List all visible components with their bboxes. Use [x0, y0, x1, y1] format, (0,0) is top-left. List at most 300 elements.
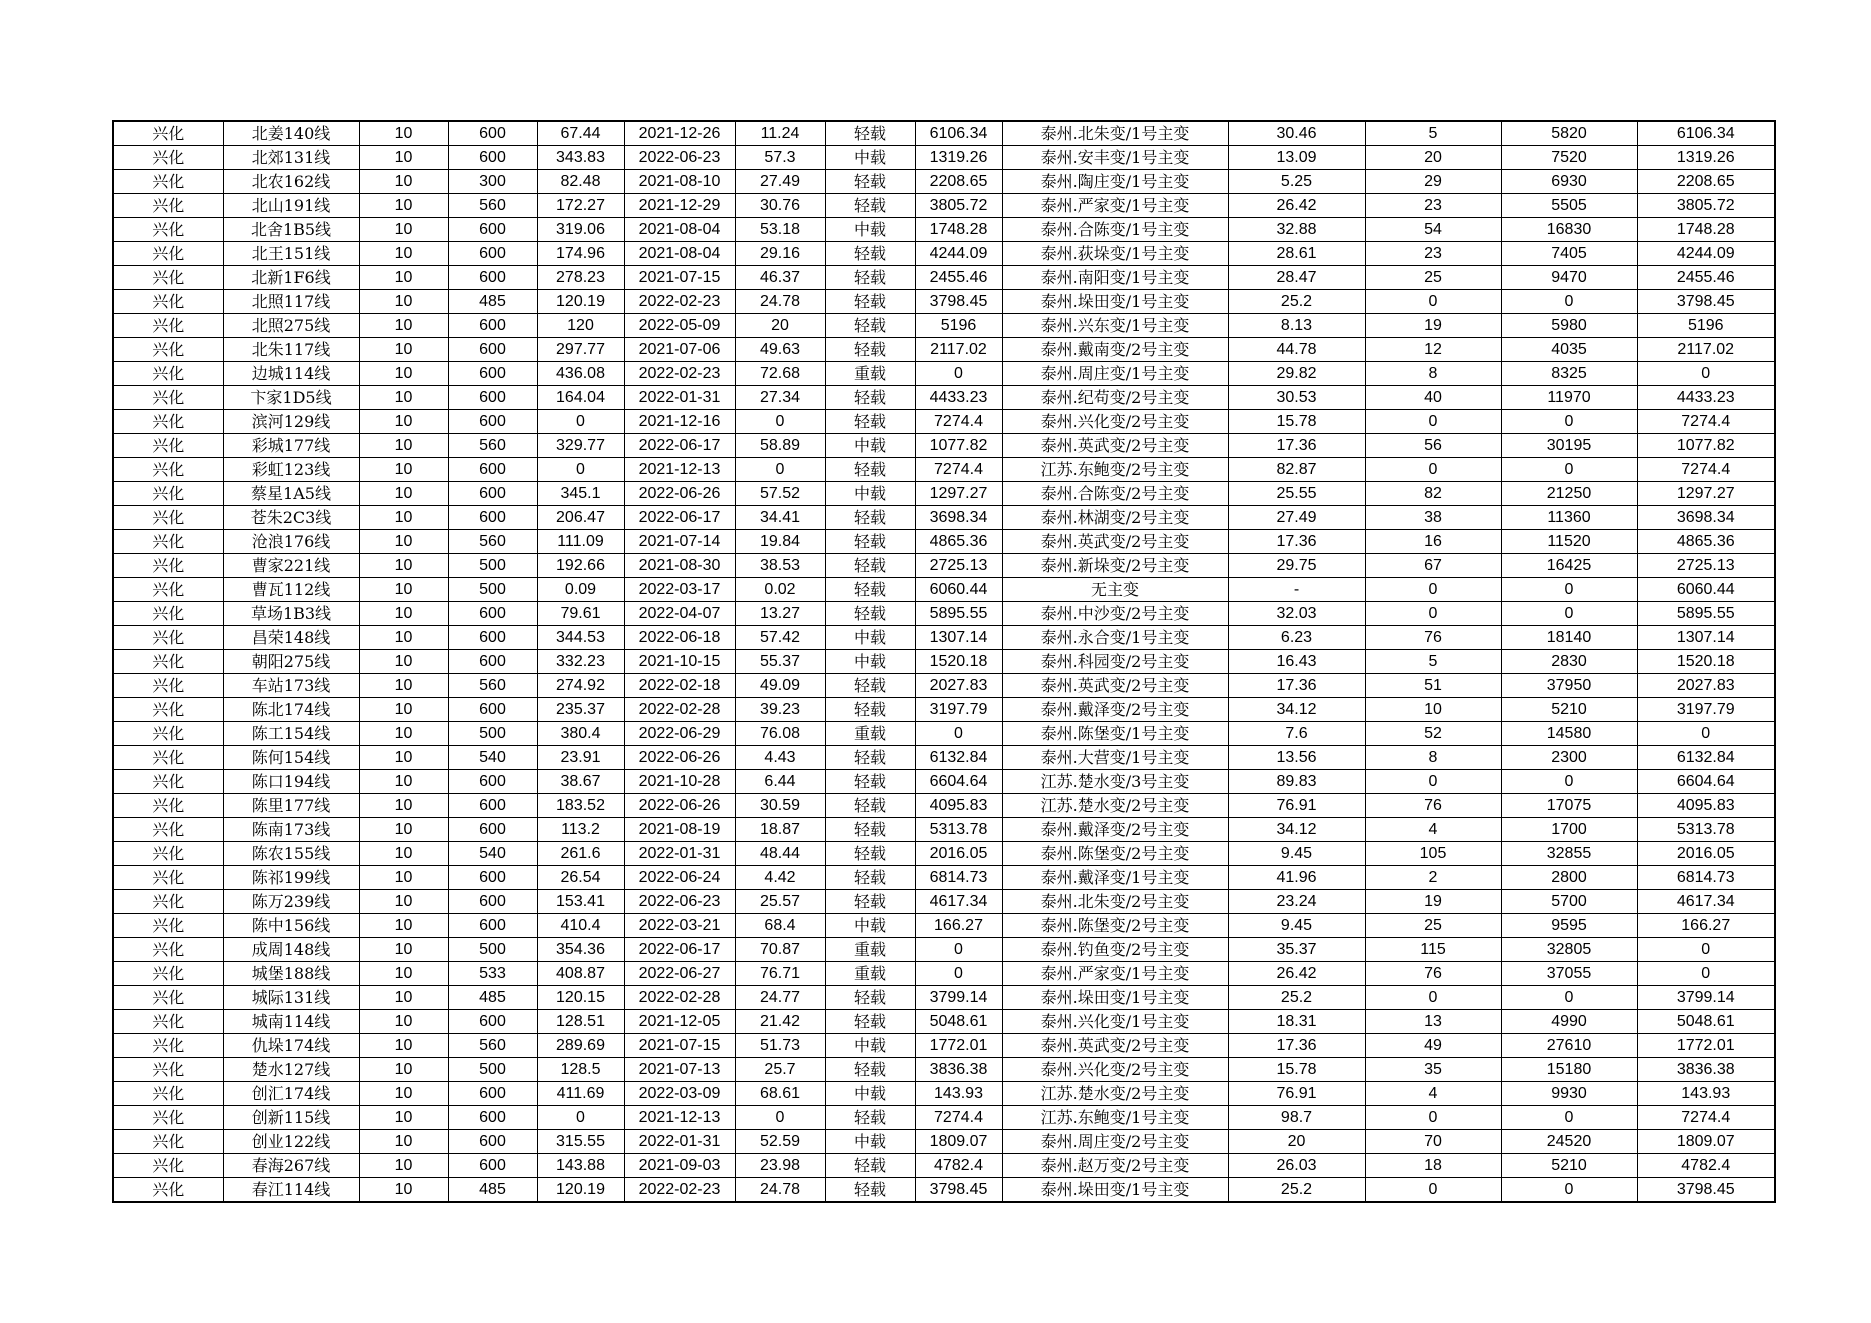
- transformer-load-rate-cell: 13.09: [1228, 146, 1365, 170]
- max-load-cell: 120.15: [537, 986, 624, 1010]
- date-cell: 2021-12-26: [624, 121, 735, 146]
- line-name-cell: 朝阳275线: [223, 650, 359, 674]
- region-cell: 兴化: [113, 626, 223, 650]
- capacity-cell: 500: [448, 722, 537, 746]
- voltage-cell: 10: [359, 962, 448, 986]
- transformer-load-rate-cell: 28.61: [1228, 242, 1365, 266]
- transformer-load-rate-cell: 34.12: [1228, 818, 1365, 842]
- line-name-cell: 成周148线: [223, 938, 359, 962]
- capacity-cell: 600: [448, 218, 537, 242]
- voltage-cell: 10: [359, 121, 448, 146]
- line-name-cell: 边城114线: [223, 362, 359, 386]
- region-cell: 兴化: [113, 266, 223, 290]
- available-capacity-cell: 6814.73: [915, 866, 1002, 890]
- remaining-capacity-cell: 6814.73: [1637, 866, 1775, 890]
- remaining-capacity-cell: 7274.4: [1637, 458, 1775, 482]
- date-cell: 2021-07-13: [624, 1058, 735, 1082]
- region-cell: 兴化: [113, 674, 223, 698]
- load-level-cell: 轻载: [825, 314, 915, 338]
- transformer-cell: 泰州.大营变/1号主变: [1002, 746, 1228, 770]
- transformer-cell: 泰州.合陈变/1号主变: [1002, 218, 1228, 242]
- transformer-load-rate-cell: 25.55: [1228, 482, 1365, 506]
- table-row: [113, 242, 1775, 266]
- capacity-total-cell: 2830: [1501, 650, 1637, 674]
- capacity-cell: 500: [448, 554, 537, 578]
- max-load-cell: 174.96: [537, 242, 624, 266]
- capacity-cell: 600: [448, 362, 537, 386]
- region-cell: 兴化: [113, 1106, 223, 1130]
- count-cell: 20: [1365, 146, 1501, 170]
- table-row: [113, 818, 1775, 842]
- table-row: [113, 121, 1775, 146]
- available-capacity-cell: 7274.4: [915, 1106, 1002, 1130]
- region-cell: 兴化: [113, 410, 223, 434]
- date-cell: 2022-01-31: [624, 386, 735, 410]
- date-cell: 2022-06-26: [624, 482, 735, 506]
- capacity-total-cell: 5210: [1501, 1154, 1637, 1178]
- region-cell: 兴化: [113, 290, 223, 314]
- remaining-capacity-cell: 1307.14: [1637, 626, 1775, 650]
- table-row: [113, 650, 1775, 674]
- voltage-cell: 10: [359, 938, 448, 962]
- count-cell: 25: [1365, 914, 1501, 938]
- load-rate-cell: 19.84: [735, 530, 825, 554]
- remaining-capacity-cell: 2455.46: [1637, 266, 1775, 290]
- line-name-cell: 陈中156线: [223, 914, 359, 938]
- table-row: [113, 266, 1775, 290]
- load-rate-cell: 49.63: [735, 338, 825, 362]
- load-rate-cell: 0: [735, 410, 825, 434]
- load-level-cell: 轻载: [825, 506, 915, 530]
- remaining-capacity-cell: 7274.4: [1637, 1106, 1775, 1130]
- capacity-total-cell: 32805: [1501, 938, 1637, 962]
- date-cell: 2021-12-13: [624, 458, 735, 482]
- transformer-cell: 泰州.垛田变/1号主变: [1002, 1178, 1228, 1203]
- voltage-cell: 10: [359, 746, 448, 770]
- count-cell: 0: [1365, 578, 1501, 602]
- available-capacity-cell: 0: [915, 362, 1002, 386]
- remaining-capacity-cell: 2117.02: [1637, 338, 1775, 362]
- line-name-cell: 创汇174线: [223, 1082, 359, 1106]
- remaining-capacity-cell: 4782.4: [1637, 1154, 1775, 1178]
- voltage-cell: 10: [359, 434, 448, 458]
- max-load-cell: 128.51: [537, 1010, 624, 1034]
- date-cell: 2021-07-15: [624, 1034, 735, 1058]
- transformer-load-rate-cell: 41.96: [1228, 866, 1365, 890]
- line-name-cell: 春江114线: [223, 1178, 359, 1203]
- max-load-cell: 113.2: [537, 818, 624, 842]
- line-name-cell: 彩城177线: [223, 434, 359, 458]
- date-cell: 2021-07-06: [624, 338, 735, 362]
- transformer-load-rate-cell: 29.75: [1228, 554, 1365, 578]
- count-cell: 82: [1365, 482, 1501, 506]
- max-load-cell: 23.91: [537, 746, 624, 770]
- capacity-cell: 600: [448, 410, 537, 434]
- capacity-total-cell: 14580: [1501, 722, 1637, 746]
- capacity-total-cell: 0: [1501, 578, 1637, 602]
- max-load-cell: 206.47: [537, 506, 624, 530]
- transformer-load-rate-cell: 98.7: [1228, 1106, 1365, 1130]
- voltage-cell: 10: [359, 914, 448, 938]
- transformer-cell: 泰州.安丰变/1号主变: [1002, 146, 1228, 170]
- available-capacity-cell: 3798.45: [915, 1178, 1002, 1203]
- load-rate-cell: 4.42: [735, 866, 825, 890]
- voltage-cell: 10: [359, 1178, 448, 1203]
- max-load-cell: 82.48: [537, 170, 624, 194]
- voltage-cell: 10: [359, 1034, 448, 1058]
- max-load-cell: 274.92: [537, 674, 624, 698]
- transformer-load-rate-cell: 76.91: [1228, 794, 1365, 818]
- max-load-cell: 0: [537, 458, 624, 482]
- count-cell: 76: [1365, 626, 1501, 650]
- region-cell: 兴化: [113, 578, 223, 602]
- load-rate-cell: 49.09: [735, 674, 825, 698]
- table-row: [113, 746, 1775, 770]
- region-cell: 兴化: [113, 218, 223, 242]
- available-capacity-cell: 7274.4: [915, 410, 1002, 434]
- date-cell: 2021-08-04: [624, 218, 735, 242]
- table-row: [113, 338, 1775, 362]
- load-level-cell: 中载: [825, 650, 915, 674]
- capacity-total-cell: 4990: [1501, 1010, 1637, 1034]
- available-capacity-cell: 2117.02: [915, 338, 1002, 362]
- date-cell: 2021-09-03: [624, 1154, 735, 1178]
- max-load-cell: 411.69: [537, 1082, 624, 1106]
- load-level-cell: 轻载: [825, 602, 915, 626]
- max-load-cell: 235.37: [537, 698, 624, 722]
- count-cell: 23: [1365, 194, 1501, 218]
- region-cell: 兴化: [113, 890, 223, 914]
- data-sheet: [112, 120, 1764, 1203]
- count-cell: 0: [1365, 458, 1501, 482]
- max-load-cell: 343.83: [537, 146, 624, 170]
- capacity-cell: 600: [448, 626, 537, 650]
- date-cell: 2022-06-17: [624, 434, 735, 458]
- table-row: [113, 146, 1775, 170]
- region-cell: 兴化: [113, 866, 223, 890]
- load-level-cell: 轻载: [825, 170, 915, 194]
- voltage-cell: 10: [359, 266, 448, 290]
- transformer-load-rate-cell: 89.83: [1228, 770, 1365, 794]
- count-cell: 51: [1365, 674, 1501, 698]
- date-cell: 2021-07-15: [624, 266, 735, 290]
- date-cell: 2021-10-15: [624, 650, 735, 674]
- load-rate-cell: 34.41: [735, 506, 825, 530]
- available-capacity-cell: 3805.72: [915, 194, 1002, 218]
- voltage-cell: 10: [359, 1154, 448, 1178]
- max-load-cell: 153.41: [537, 890, 624, 914]
- max-load-cell: 79.61: [537, 602, 624, 626]
- load-rate-cell: 30.59: [735, 794, 825, 818]
- transformer-load-rate-cell: 25.2: [1228, 1178, 1365, 1203]
- transformer-cell: 江苏.楚水变/2号主变: [1002, 794, 1228, 818]
- transformer-cell: 泰州.垛田变/1号主变: [1002, 290, 1228, 314]
- max-load-cell: 297.77: [537, 338, 624, 362]
- transformer-cell: 江苏.东鲍变/1号主变: [1002, 1106, 1228, 1130]
- line-name-cell: 北农162线: [223, 170, 359, 194]
- transformer-load-rate-cell: 76.91: [1228, 1082, 1365, 1106]
- remaining-capacity-cell: 0: [1637, 962, 1775, 986]
- transformer-cell: 泰州.南阳变/1号主变: [1002, 266, 1228, 290]
- date-cell: 2022-06-17: [624, 506, 735, 530]
- region-cell: 兴化: [113, 1058, 223, 1082]
- transformer-load-rate-cell: 15.78: [1228, 1058, 1365, 1082]
- capacity-total-cell: 11970: [1501, 386, 1637, 410]
- available-capacity-cell: 0: [915, 722, 1002, 746]
- transformer-load-rate-cell: 9.45: [1228, 914, 1365, 938]
- count-cell: 35: [1365, 1058, 1501, 1082]
- voltage-cell: 10: [359, 866, 448, 890]
- capacity-cell: 540: [448, 746, 537, 770]
- table-row: [113, 410, 1775, 434]
- transformer-load-rate-cell: 9.45: [1228, 842, 1365, 866]
- line-name-cell: 蔡星1A5线: [223, 482, 359, 506]
- capacity-total-cell: 1700: [1501, 818, 1637, 842]
- available-capacity-cell: 5048.61: [915, 1010, 1002, 1034]
- voltage-cell: 10: [359, 674, 448, 698]
- date-cell: 2022-06-27: [624, 962, 735, 986]
- date-cell: 2022-04-07: [624, 602, 735, 626]
- voltage-cell: 10: [359, 530, 448, 554]
- voltage-cell: 10: [359, 218, 448, 242]
- load-level-cell: 轻载: [825, 986, 915, 1010]
- voltage-cell: 10: [359, 170, 448, 194]
- transformer-load-rate-cell: 17.36: [1228, 530, 1365, 554]
- region-cell: 兴化: [113, 1082, 223, 1106]
- region-cell: 兴化: [113, 482, 223, 506]
- count-cell: 0: [1365, 1106, 1501, 1130]
- max-load-cell: 329.77: [537, 434, 624, 458]
- capacity-total-cell: 32855: [1501, 842, 1637, 866]
- voltage-cell: 10: [359, 986, 448, 1010]
- region-cell: 兴化: [113, 362, 223, 386]
- load-rate-cell: 24.77: [735, 986, 825, 1010]
- date-cell: 2022-02-28: [624, 986, 735, 1010]
- table-row: [113, 170, 1775, 194]
- transformer-cell: 泰州.英武变/2号主变: [1002, 530, 1228, 554]
- date-cell: 2021-08-19: [624, 818, 735, 842]
- region-cell: 兴化: [113, 1154, 223, 1178]
- capacity-cell: 485: [448, 290, 537, 314]
- count-cell: 19: [1365, 890, 1501, 914]
- available-capacity-cell: 1077.82: [915, 434, 1002, 458]
- capacity-cell: 485: [448, 986, 537, 1010]
- count-cell: 54: [1365, 218, 1501, 242]
- date-cell: 2021-10-28: [624, 770, 735, 794]
- transformer-load-rate-cell: 26.42: [1228, 194, 1365, 218]
- capacity-cell: 560: [448, 194, 537, 218]
- line-name-cell: 北姜140线: [223, 121, 359, 146]
- count-cell: 10: [1365, 698, 1501, 722]
- line-name-cell: 北朱117线: [223, 338, 359, 362]
- capacity-cell: 600: [448, 146, 537, 170]
- capacity-total-cell: 5505: [1501, 194, 1637, 218]
- load-rate-cell: 57.3: [735, 146, 825, 170]
- transformer-load-rate-cell: 30.53: [1228, 386, 1365, 410]
- capacity-total-cell: 16425: [1501, 554, 1637, 578]
- capacity-cell: 600: [448, 506, 537, 530]
- region-cell: 兴化: [113, 121, 223, 146]
- region-cell: 兴化: [113, 818, 223, 842]
- voltage-cell: 10: [359, 890, 448, 914]
- transformer-load-rate-cell: 25.2: [1228, 290, 1365, 314]
- transformer-load-rate-cell: 82.87: [1228, 458, 1365, 482]
- count-cell: 76: [1365, 794, 1501, 818]
- line-name-cell: 彩虹123线: [223, 458, 359, 482]
- load-rate-cell: 27.34: [735, 386, 825, 410]
- table-row: [113, 938, 1775, 962]
- max-load-cell: 183.52: [537, 794, 624, 818]
- load-rate-cell: 30.76: [735, 194, 825, 218]
- transformer-load-rate-cell: 26.03: [1228, 1154, 1365, 1178]
- transformer-load-rate-cell: 27.49: [1228, 506, 1365, 530]
- line-name-cell: 城南114线: [223, 1010, 359, 1034]
- transformer-cell: 泰州.兴化变/2号主变: [1002, 410, 1228, 434]
- count-cell: 12: [1365, 338, 1501, 362]
- table-row: [113, 458, 1775, 482]
- max-load-cell: 0: [537, 410, 624, 434]
- available-capacity-cell: 7274.4: [915, 458, 1002, 482]
- line-name-cell: 昌荣148线: [223, 626, 359, 650]
- max-load-cell: 128.5: [537, 1058, 624, 1082]
- region-cell: 兴化: [113, 458, 223, 482]
- load-rate-cell: 72.68: [735, 362, 825, 386]
- max-load-cell: 192.66: [537, 554, 624, 578]
- max-load-cell: 172.27: [537, 194, 624, 218]
- load-level-cell: 中载: [825, 218, 915, 242]
- load-rate-cell: 76.71: [735, 962, 825, 986]
- remaining-capacity-cell: 3698.34: [1637, 506, 1775, 530]
- count-cell: 4: [1365, 818, 1501, 842]
- voltage-cell: 10: [359, 794, 448, 818]
- line-name-cell: 陈万239线: [223, 890, 359, 914]
- date-cell: 2022-02-23: [624, 362, 735, 386]
- remaining-capacity-cell: 0: [1637, 722, 1775, 746]
- load-level-cell: 轻载: [825, 818, 915, 842]
- capacity-cell: 600: [448, 602, 537, 626]
- date-cell: 2022-06-23: [624, 146, 735, 170]
- table-row: [113, 1130, 1775, 1154]
- table-row: [113, 530, 1775, 554]
- load-level-cell: 重载: [825, 722, 915, 746]
- transformer-cell: 泰州.纪苟变/2号主变: [1002, 386, 1228, 410]
- transformer-load-rate-cell: 32.03: [1228, 602, 1365, 626]
- date-cell: 2022-05-09: [624, 314, 735, 338]
- line-name-cell: 车站173线: [223, 674, 359, 698]
- load-level-cell: 轻载: [825, 842, 915, 866]
- transformer-load-rate-cell: 28.47: [1228, 266, 1365, 290]
- capacity-total-cell: 4035: [1501, 338, 1637, 362]
- voltage-cell: 10: [359, 386, 448, 410]
- capacity-cell: 560: [448, 1034, 537, 1058]
- voltage-cell: 10: [359, 770, 448, 794]
- load-rate-cell: 4.43: [735, 746, 825, 770]
- region-cell: 兴化: [113, 1034, 223, 1058]
- load-rate-cell: 11.24: [735, 121, 825, 146]
- capacity-total-cell: 11360: [1501, 506, 1637, 530]
- transformer-load-rate-cell: 6.23: [1228, 626, 1365, 650]
- transformer-cell: 泰州.陈堡变/1号主变: [1002, 722, 1228, 746]
- transformer-cell: 泰州.兴东变/1号主变: [1002, 314, 1228, 338]
- available-capacity-cell: 0: [915, 938, 1002, 962]
- capacity-cell: 600: [448, 818, 537, 842]
- table-row: [113, 866, 1775, 890]
- capacity-cell: 600: [448, 266, 537, 290]
- transformer-cell: 泰州.中沙变/2号主变: [1002, 602, 1228, 626]
- region-cell: 兴化: [113, 722, 223, 746]
- available-capacity-cell: 0: [915, 962, 1002, 986]
- capacity-total-cell: 37950: [1501, 674, 1637, 698]
- table-row: [113, 674, 1775, 698]
- remaining-capacity-cell: 4433.23: [1637, 386, 1775, 410]
- voltage-cell: 10: [359, 1106, 448, 1130]
- load-level-cell: 重载: [825, 938, 915, 962]
- available-capacity-cell: 2208.65: [915, 170, 1002, 194]
- date-cell: 2021-12-13: [624, 1106, 735, 1130]
- load-rate-cell: 24.78: [735, 290, 825, 314]
- date-cell: 2021-07-14: [624, 530, 735, 554]
- load-level-cell: 中载: [825, 434, 915, 458]
- available-capacity-cell: 1297.27: [915, 482, 1002, 506]
- available-capacity-cell: 4782.4: [915, 1154, 1002, 1178]
- count-cell: 5: [1365, 121, 1501, 146]
- max-load-cell: 0: [537, 1106, 624, 1130]
- count-cell: 76: [1365, 962, 1501, 986]
- voltage-cell: 10: [359, 1082, 448, 1106]
- transformer-load-rate-cell: 44.78: [1228, 338, 1365, 362]
- line-name-cell: 陈口194线: [223, 770, 359, 794]
- region-cell: 兴化: [113, 938, 223, 962]
- voltage-cell: 10: [359, 314, 448, 338]
- region-cell: 兴化: [113, 986, 223, 1010]
- capacity-cell: 600: [448, 314, 537, 338]
- region-cell: 兴化: [113, 146, 223, 170]
- load-level-cell: 中载: [825, 146, 915, 170]
- line-name-cell: 创新115线: [223, 1106, 359, 1130]
- table-row: [113, 914, 1775, 938]
- line-name-cell: 曹瓦112线: [223, 578, 359, 602]
- remaining-capacity-cell: 6106.34: [1637, 121, 1775, 146]
- date-cell: 2021-12-16: [624, 410, 735, 434]
- max-load-cell: 143.88: [537, 1154, 624, 1178]
- capacity-total-cell: 7520: [1501, 146, 1637, 170]
- transformer-load-rate-cell: 32.88: [1228, 218, 1365, 242]
- remaining-capacity-cell: 2208.65: [1637, 170, 1775, 194]
- transformer-load-rate-cell: 15.78: [1228, 410, 1365, 434]
- transformer-cell: 泰州.荻垛变/1号主变: [1002, 242, 1228, 266]
- load-level-cell: 轻载: [825, 1106, 915, 1130]
- count-cell: 4: [1365, 1082, 1501, 1106]
- load-level-cell: 中载: [825, 1082, 915, 1106]
- transformer-cell: 泰州.科园变/2号主变: [1002, 650, 1228, 674]
- capacity-cell: 600: [448, 890, 537, 914]
- transformer-load-rate-cell: 17.36: [1228, 674, 1365, 698]
- voltage-cell: 10: [359, 362, 448, 386]
- max-load-cell: 164.04: [537, 386, 624, 410]
- table-row: [113, 842, 1775, 866]
- region-cell: 兴化: [113, 794, 223, 818]
- available-capacity-cell: 5313.78: [915, 818, 1002, 842]
- transformer-load-rate-cell: 29.82: [1228, 362, 1365, 386]
- remaining-capacity-cell: 1077.82: [1637, 434, 1775, 458]
- capacity-cell: 600: [448, 1154, 537, 1178]
- table-row: [113, 1058, 1775, 1082]
- region-cell: 兴化: [113, 338, 223, 362]
- available-capacity-cell: 6132.84: [915, 746, 1002, 770]
- load-rate-cell: 27.49: [735, 170, 825, 194]
- max-load-cell: 261.6: [537, 842, 624, 866]
- load-rate-cell: 18.87: [735, 818, 825, 842]
